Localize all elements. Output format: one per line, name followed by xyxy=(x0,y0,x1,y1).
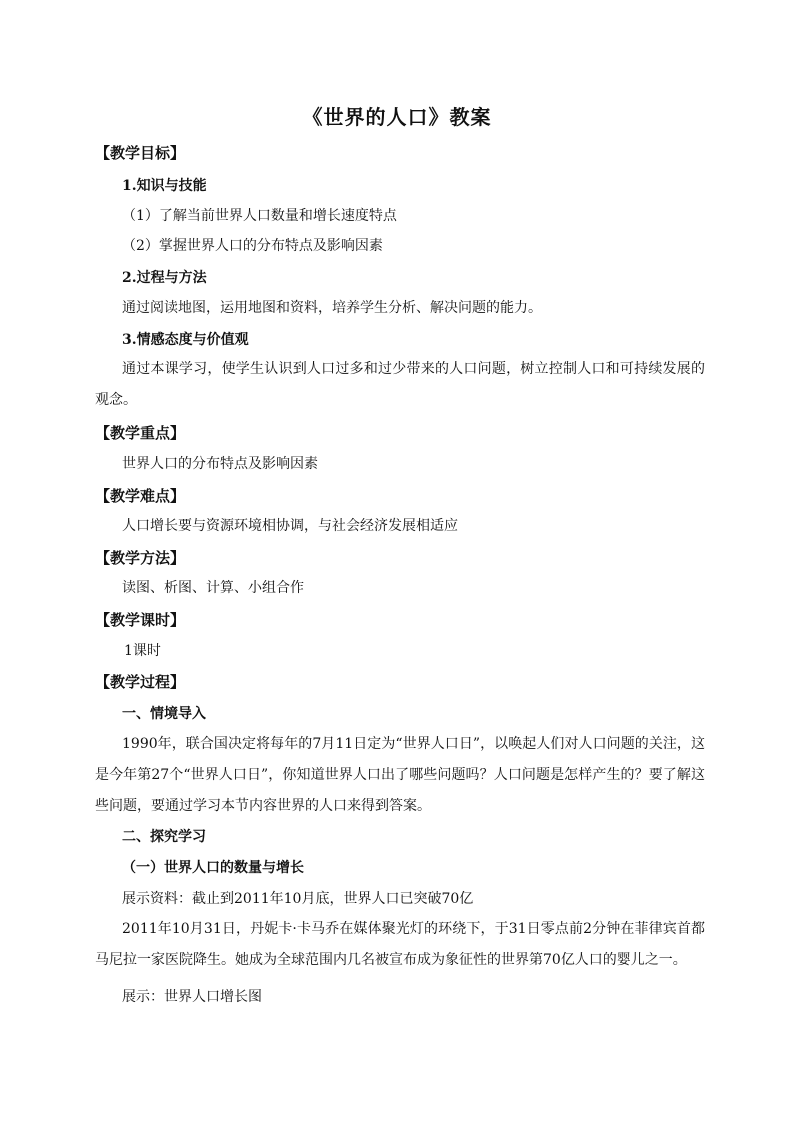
goal3-heading: 3.情感态度与价值观 xyxy=(122,332,249,348)
difficulty-text: 人口增长要与资源环境相协调，与社会经济发展相适应 xyxy=(122,518,458,534)
key-text: 世界人口的分布特点及影响因素 xyxy=(122,456,318,472)
page-title: 《世界的人口》教案 xyxy=(302,105,492,129)
process-heading: 【教学过程】 xyxy=(95,673,186,691)
hours-text: 1课时 xyxy=(124,643,161,659)
goals-heading: 【教学目标】 xyxy=(95,144,186,162)
goal2-heading: 2.过程与方法 xyxy=(122,270,207,286)
goal3-text: 通过本课学习，使学生认识到人口过多和过少带来的人口问题，树立控制人口和可持续发展的观念。 xyxy=(95,361,705,408)
show-text: 展示：世界人口增长图 xyxy=(122,989,262,1005)
key-heading: 【教学重点】 xyxy=(95,424,186,442)
difficulty-heading: 【教学难点】 xyxy=(95,487,186,505)
method-heading: 【教学方法】 xyxy=(95,549,186,567)
story-text: 2011年10月31日，丹妮卡·卡马乔在媒体聚光灯的环绕下，于31日零点前2分钟在菲律宾首都马尼拉一家医院降生。她成为全球范围内几名被宣布成为象征性的世界第70亿人口的婴儿之一。 xyxy=(95,921,705,968)
step1-text: 1990年，联合国决定将每年的7月11日定为“世界人口日”，以唤起人们对人口问题的关注，这是今年第27个“世界人口日”，你知道世界人口出了哪些问题吗？人口问题是怎样产生的？要了解这些问题，要通过学习本节内容世界的人口来得到答案。 xyxy=(95,736,705,814)
material-text: 展示资料：截止到2011年10月底，世界人口已突破70亿 xyxy=(122,891,474,907)
goal1-item2: （2）掌握世界人口的分布特点及影响因素 xyxy=(122,238,383,254)
hours-heading: 【教学课时】 xyxy=(95,611,186,629)
goal1-item1: （1）了解当前世界人口数量和增长速度特点 xyxy=(122,208,397,224)
goal2-text: 通过阅读地图，运用地图和资料，培养学生分析、解决问题的能力。 xyxy=(122,300,542,316)
step2-heading: 二、探究学习 xyxy=(122,829,206,845)
method-text: 读图、析图、计算、小组合作 xyxy=(122,580,304,596)
step1-heading: 一、情境导入 xyxy=(122,706,206,722)
goal1-heading: 1.知识与技能 xyxy=(122,178,207,194)
step2-sub-heading: （一）世界人口的数量与增长 xyxy=(122,860,304,876)
